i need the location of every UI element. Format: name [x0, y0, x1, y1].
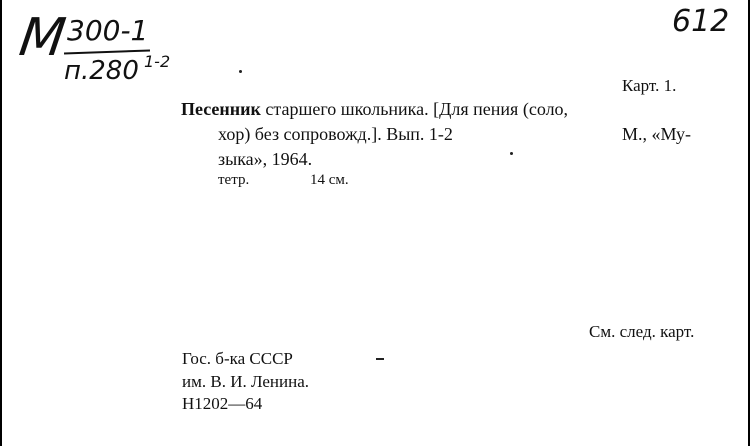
continued-note: См. след. карт. [589, 322, 695, 341]
entry-publisher: М., «Му- [622, 124, 692, 144]
handwritten-call-numerator: 300-1 [67, 14, 149, 47]
stray-mark [376, 358, 384, 360]
entry-title-heading: Песенник [181, 99, 261, 119]
handwritten-corner-number: 612 [672, 4, 730, 39]
entry-line-2: хор) без сопровожд.]. Вып. 1-2 [218, 124, 453, 144]
handwritten-call-denominator: п.280 [64, 56, 139, 86]
handwritten-shelf-letter: М [15, 8, 64, 68]
entry-line-1 [181, 99, 568, 120]
size-note: 14 см. [310, 172, 349, 188]
handwritten-call-superscript: 1-2 [144, 52, 171, 71]
entry-line-3: зыка», 1964. [218, 149, 313, 169]
physical-description: тетр. [218, 172, 250, 188]
library-name: Гос. б-ка СССР [182, 349, 293, 368]
library-name-2: им. В. И. Ленина. [182, 372, 310, 391]
stray-mark [239, 70, 242, 73]
stray-mark [510, 152, 513, 155]
handwritten-fraction-line [64, 49, 150, 54]
card-number: Карт. 1. [622, 76, 677, 95]
entry-title-rest: старшего школьника. [Для пения (соло, [260, 99, 569, 119]
library-code: Н1202—64 [182, 394, 263, 413]
